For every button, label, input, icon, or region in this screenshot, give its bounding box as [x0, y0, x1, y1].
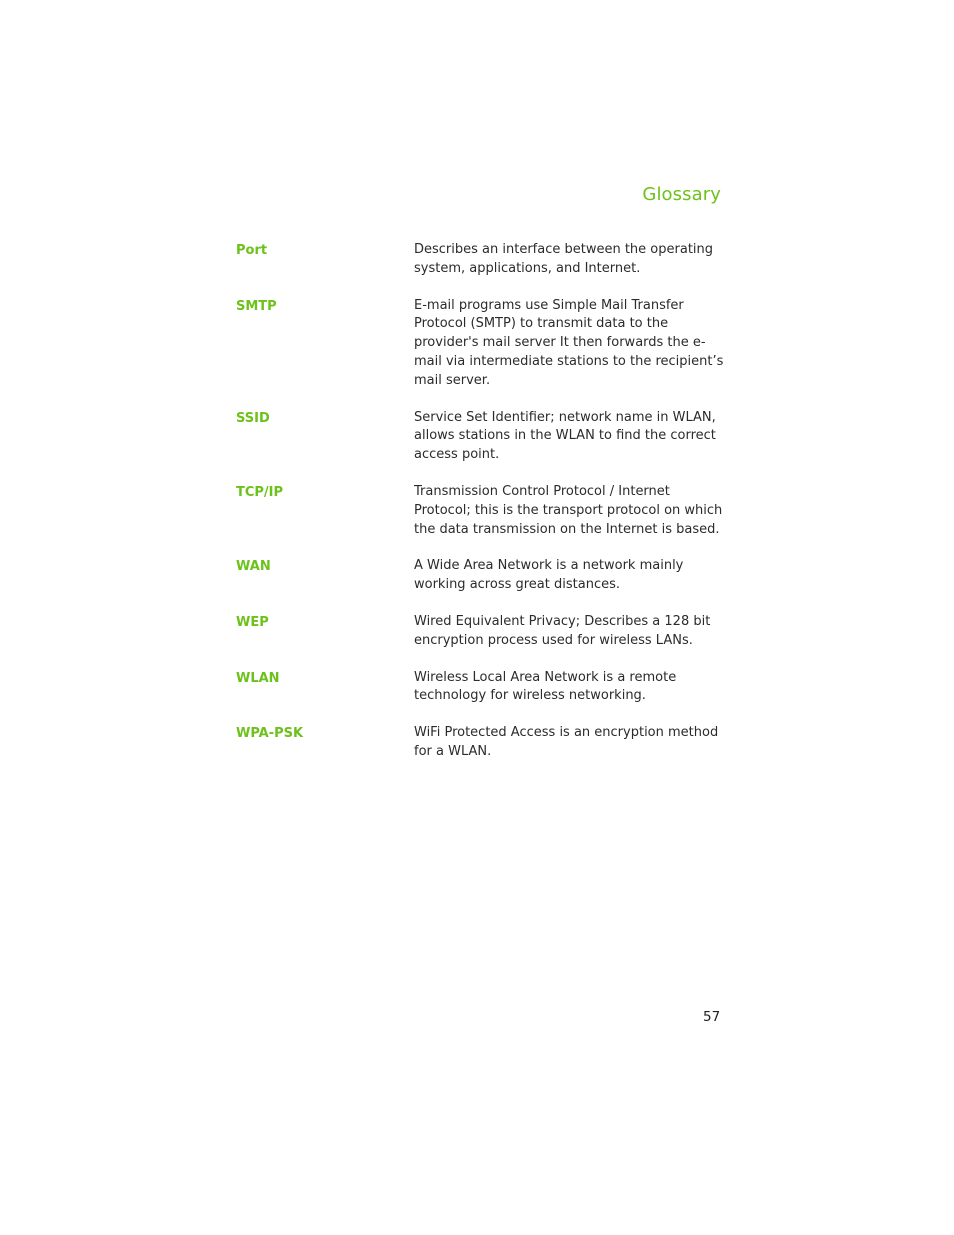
glossary-entry-wan [236, 557, 726, 595]
glossary-term: WLAN [236, 670, 280, 686]
glossary-term: SMTP [236, 298, 277, 314]
glossary-entry-wep [236, 613, 726, 651]
glossary-entry-tcp-ip [236, 483, 726, 539]
glossary-entry-smtp [236, 297, 726, 391]
glossary-term: WEP [236, 614, 269, 630]
glossary-term: WPA-PSK [236, 726, 304, 742]
glossary-definition: Wireless Local Area Network is a remote technology for wireless networking. [414, 669, 677, 704]
glossary-term: TCP/IP [236, 484, 284, 500]
glossary-entry-ssid [236, 409, 726, 465]
glossary-definition: E-mail programs use Simple Mail Transfer Protocol (SMTP) to transmit data to the provider's mail server It then forwards the e-mail via intermediate stations to the recipient’s mail server. [414, 297, 724, 388]
glossary-term: WAN [236, 559, 271, 575]
glossary-entry-wlan [236, 669, 726, 707]
glossary-definition: Service Set Identifier; network name in WLAN, allows stations in the WLAN to find the correct access point. [414, 409, 716, 463]
glossary-definition: Transmission Control Protocol / Internet Protocol; this is the transport protocol on which the data transmission on the Internet is based. [414, 483, 723, 537]
page-title: Glossary [642, 184, 721, 205]
glossary-definition: Wired Equivalent Privacy; Describes a 128 bit encryption process used for wireless LANs. [414, 613, 711, 648]
page-number: 57 [703, 1009, 721, 1025]
glossary-list [236, 241, 726, 780]
glossary-definition: A Wide Area Network is a network mainly working across great distances. [414, 558, 684, 593]
glossary-entry-wpa-psk [236, 724, 726, 762]
glossary-entry-port [236, 241, 726, 279]
glossary-term: Port [236, 243, 268, 258]
glossary-definition: Describes an interface between the operating system, applications, and Internet. [414, 242, 714, 276]
glossary-term: SSID [236, 410, 270, 426]
glossary-definition: WiFi Protected Access is an encryption method for a WLAN. [414, 725, 719, 759]
